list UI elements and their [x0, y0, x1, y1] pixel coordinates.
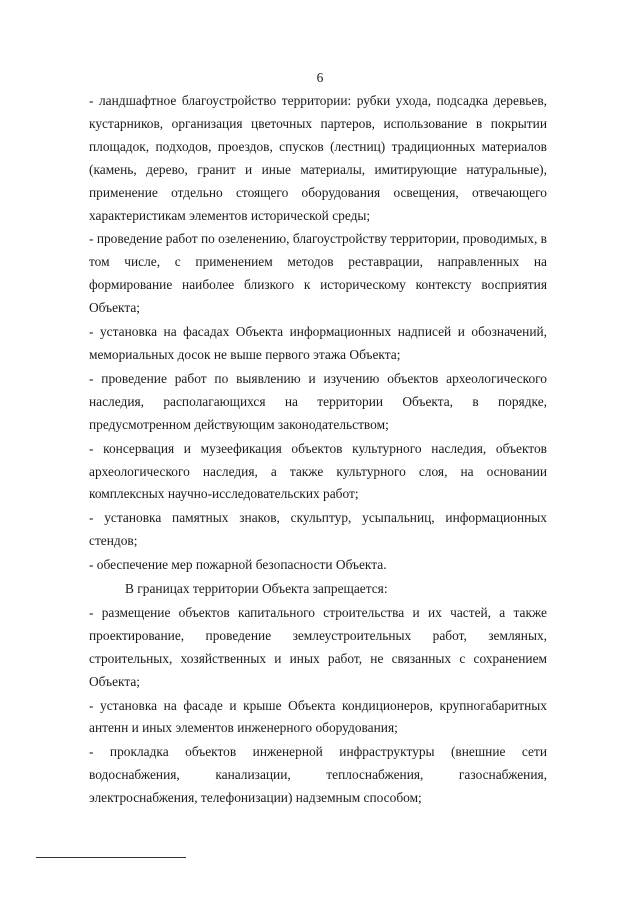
paragraph-equipment-prohibition: - установка на фасаде и крыше Объекта кондиционеров, крупногабаритных антенн и иных элементов инженерного оборудования; [89, 697, 547, 736]
page-number: 6 [316, 70, 324, 85]
paragraph-conservation: - консервация и музеефикация объектов культурного наследия, объектов археологического наследия, а также культурного слоя, на основании комплексных научно-исследовательских работ; [89, 440, 547, 502]
paragraph-prohibitions-heading: В границах территории Объекта запрещается: [125, 581, 388, 597]
paragraph-greening-works: - проведение работ по озеленению, благоустройству территории, проводимых, в том числе, с применением методов реставрации, направленных на формирование наиболее близкого к историческому контексту восприятия Объекта; [89, 231, 547, 316]
paragraph-landscape-improvement: - ландшафтное благоустройство территории: рубки ухода, подсадка деревьев, кустарников, организация цветочных партеров, использование в покрытии площадок, подходов, проездов, спусков (лестниц) традиционных материалов (камень, дерево, гранит и иные материалы, имитирующие натуральные), применение отдельно стоящего оборудования освещения, отвечающего характеристикам элементов исторической среды; [89, 93, 547, 223]
paragraph-memorial-signs: - установка памятных знаков, скульптур, усыпальниц, информационных стендов; [89, 510, 547, 549]
paragraph-construction-prohibition: - размещение объектов капитального строительства и их частей, а также проектирование, проведение землеустроительных работ, земляных, строительных, хозяйственных и иных работ, не связанных с сохранением Объекта; [89, 604, 547, 689]
paragraph-archaeological-research: - проведение работ по выявлению и изучению объектов археологического наследия, располагающихся на территории Объекта, в порядке, предусмотренном действующим законодательством; [89, 370, 547, 432]
paragraph-information-signs: - установка на фасадах Объекта информационных надписей и обозначений, мемориальных досок не выше первого этажа Объекта; [89, 324, 547, 362]
paragraph-infrastructure-prohibition: - прокладка объектов инженерной инфраструктуры (внешние сети водоснабжения, канализации, теплоснабжения, газоснабжения, электроснабжения, телефонизации) надземным способом; [89, 744, 547, 806]
document-body [89, 90, 547, 811]
paragraph-fire-safety: - обеспечение мер пожарной безопасности Объекта. [89, 557, 387, 573]
footer-divider [36, 857, 186, 858]
